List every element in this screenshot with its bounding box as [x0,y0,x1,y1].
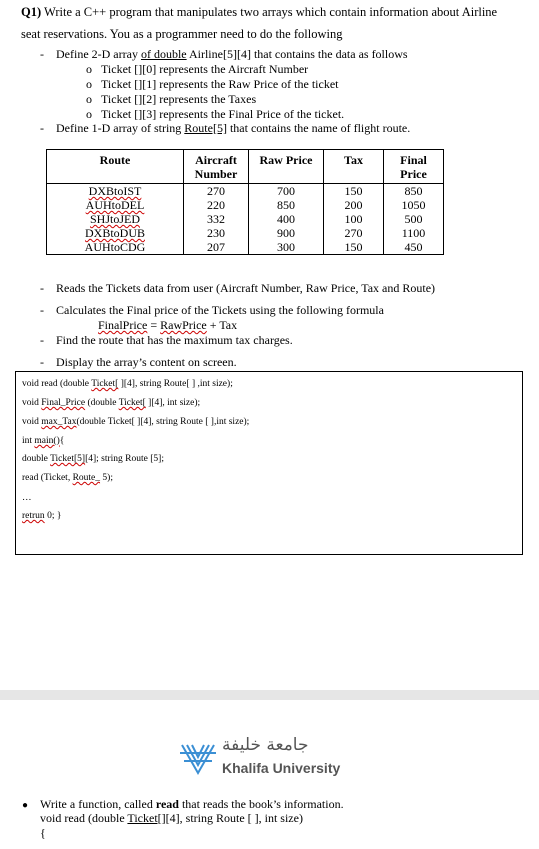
cell: 450 [384,240,444,255]
table-row [47,184,444,199]
cell-route: AUHtoCDG [47,240,184,255]
header-tax: Tax [324,150,384,184]
code-line-8: retrun 0; } [22,511,62,521]
code-line-1: void read (double Ticket[ ][4], string Route[ ] ,int size); [22,379,233,389]
read-signature: void read (double Ticket[][4], string Route [ ], int size) [40,811,303,825]
define-1d-item: - Define 1-D array of string Route[5] that contains the name of flight route. [40,121,411,135]
table-row [47,212,444,226]
sub-item-0: o Ticket [][0] represents the Aircraft Number [86,62,309,76]
cell: 332 [184,212,249,226]
table-row [47,198,444,212]
cell: 150 [324,184,384,199]
cell-route: DXBtoDUB [47,226,184,240]
code-line-4: int main(){ [22,436,65,446]
table-row [47,226,444,240]
cell: 1050 [384,198,444,212]
table-row [47,240,444,255]
cell-route: AUHtoDEL [47,198,184,212]
code-line-6: read (Ticket, Route_ 5); [22,473,113,483]
cell-route: DXBtoIST [47,184,184,199]
task-display: - Display the array’s content on screen. [40,355,237,369]
task-calc: - Calculates the Final price of the Tickets using the following formula [40,303,384,317]
cell: 400 [249,212,324,226]
question-line-1: Q1) Write a C++ program that manipulates two arrays which contain information about Airline [21,5,498,19]
sub-item-3: o Ticket [][3] represents the Final Price of the ticket. [86,107,345,121]
cell-route: SHJtoJED [47,212,184,226]
code-line-2: void Final_Price (double Ticket[ ][4], int size); [22,398,201,408]
cell: 230 [184,226,249,240]
cell: 1100 [384,226,444,240]
header-route: Route [47,150,184,184]
logo-emblem-icon [178,739,218,779]
header-aircraft: Aircraft Number [184,150,249,184]
cell: 200 [324,198,384,212]
cell: 220 [184,198,249,212]
cell: 207 [184,240,249,255]
cell: 150 [324,240,384,255]
header-raw-price: Raw Price [249,150,324,184]
question-line-2: seat reservations. You as a programmer need to do the following [21,27,343,41]
tickets-table [46,149,444,255]
cell: 100 [324,212,384,226]
university-logo [178,735,353,783]
header-final-price: Final Price [384,150,444,184]
cell: 900 [249,226,324,240]
code-line-7: … [22,493,32,503]
logo-english-text: Khalifa University [222,760,341,776]
cell: 300 [249,240,324,255]
sub-item-1: o Ticket [][1] represents the Raw Price of the ticket [86,77,339,91]
cell: 270 [184,184,249,199]
logo-arabic-text: جامعة خليفة [222,735,309,755]
page-separator [0,690,539,700]
bottom-bullet: ● Write a function, called read that reads the book’s information. [22,797,344,811]
task-read: - Reads the Tickets data from user (Aircraft Number, Raw Price, Tax and Route) [40,281,436,295]
task-max-tax: - Find the route that has the maximum tax charges. [40,333,293,347]
code-line-5: double Ticket[5][4]; string Route [5]; [22,454,164,464]
code-line-3: void max_Tax(double Ticket[ ][4], string Route [ ],int size); [22,417,250,427]
define-2d-item: - Define 2-D array of double Airline[5][4] that contains the data as follows [40,47,408,61]
cell: 850 [249,198,324,212]
formula: FinalPrice = RawPrice + Tax [98,318,238,332]
cell: 700 [249,184,324,199]
code-box [15,371,523,555]
cell: 270 [324,226,384,240]
open-brace: { [40,826,46,840]
cell: 850 [384,184,444,199]
sub-item-2: o Ticket [][2] represents the Taxes [86,92,257,106]
cell: 500 [384,212,444,226]
